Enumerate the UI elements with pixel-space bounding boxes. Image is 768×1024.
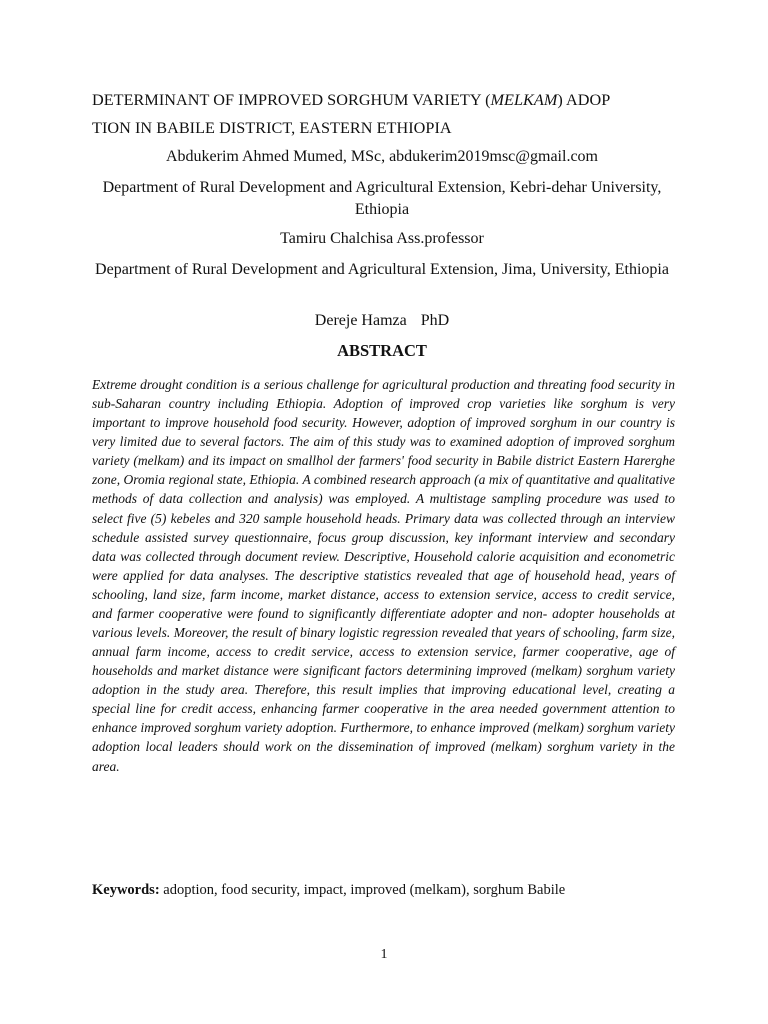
paper-title-line-1 xyxy=(92,90,610,110)
title-italic-variety: MELKAM xyxy=(490,91,558,109)
author-3 xyxy=(92,310,672,332)
page-number: 1 xyxy=(380,947,388,962)
title-suffix: ) ADOP xyxy=(557,91,611,109)
keywords-line xyxy=(92,881,565,899)
author-3-degree: PhD xyxy=(420,312,450,329)
author-2-affiliation: Department of Rural Development and Agricultural Extension, Jima, University, Ethiopia xyxy=(95,261,669,278)
abstract-body: Extreme drought condition is a serious challenge for agricultural production and threating food security in sub-Saharan country including Ethiopia. Adoption of improved crop varieties like sorghum is very important to improve household food security. However, adoption of improved sorghum in our country is very limited due to several factors. The aim of this study was to examined adoption of improved sorghum variety (melkam) and its impact on smallhol der farmers' food security in Babile district Eastern Harerghe zone, Oromia regional state, Ethiopia. A combined research approach (a mix of quantitative and qualitative methods of data collection and analysis) was employed. A multistage sampling procedure was used to select five (5) kebeles and 320 sample household heads. Primary data was collected through an interview schedule assisted survey questionnaire, focus group discussion, key informant interview and secondary data was collected through document review. Descriptive, Household calorie acquisition and econometric were applied for data analyses. The descriptive statistics revealed that age of household head, years of schooling, land size, farm income, market distance, access to extension service, access to credit service, and farmer cooperative were found to significantly differentiate adopter and non- adopter households at various levels. Moreover, the result of binary logistic regression revealed that years of schooling, farm size, annual farm income, access to credit service, access to extension service, farmer cooperative, age of households and market distance were significant factors determining improved (melkam) sorghum variety adoption in the study area. Therefore, this result implies that improving educational level, creating a special line for credit access, enhancing farmer cooperative in the area needed government attention to enhance improved sorghum variety adoption. Furthermore, to enhance improved (melkam) sorghum variety adoption local leaders should work on the dissemination of improved (melkam) sorghum variety in the area. xyxy=(92,377,675,774)
title-prefix: DETERMINANT OF IMPROVED SORGHUM VARIETY ( xyxy=(92,91,491,109)
author-3-name: Dereje Hamza xyxy=(314,312,407,329)
author-1-affiliation: Department of Rural Development and Agricultural Extension, Kebri-dehar University, Ethiopia xyxy=(102,179,662,218)
abstract-heading: ABSTRACT xyxy=(337,341,427,360)
keywords-text: adoption, food security, impact, improved (melkam), sorghum Babile xyxy=(159,882,566,898)
author-2: Tamiru Chalchisa Ass.professor xyxy=(280,230,484,247)
paper-title-line-2: TION IN BABILE DISTRICT, EASTERN ETHIOPIA xyxy=(92,119,452,137)
author-1: Abdukerim Ahmed Mumed, MSc, abdukerim2019msc@gmail.com xyxy=(165,148,598,165)
keywords-label: Keywords: xyxy=(92,882,160,898)
